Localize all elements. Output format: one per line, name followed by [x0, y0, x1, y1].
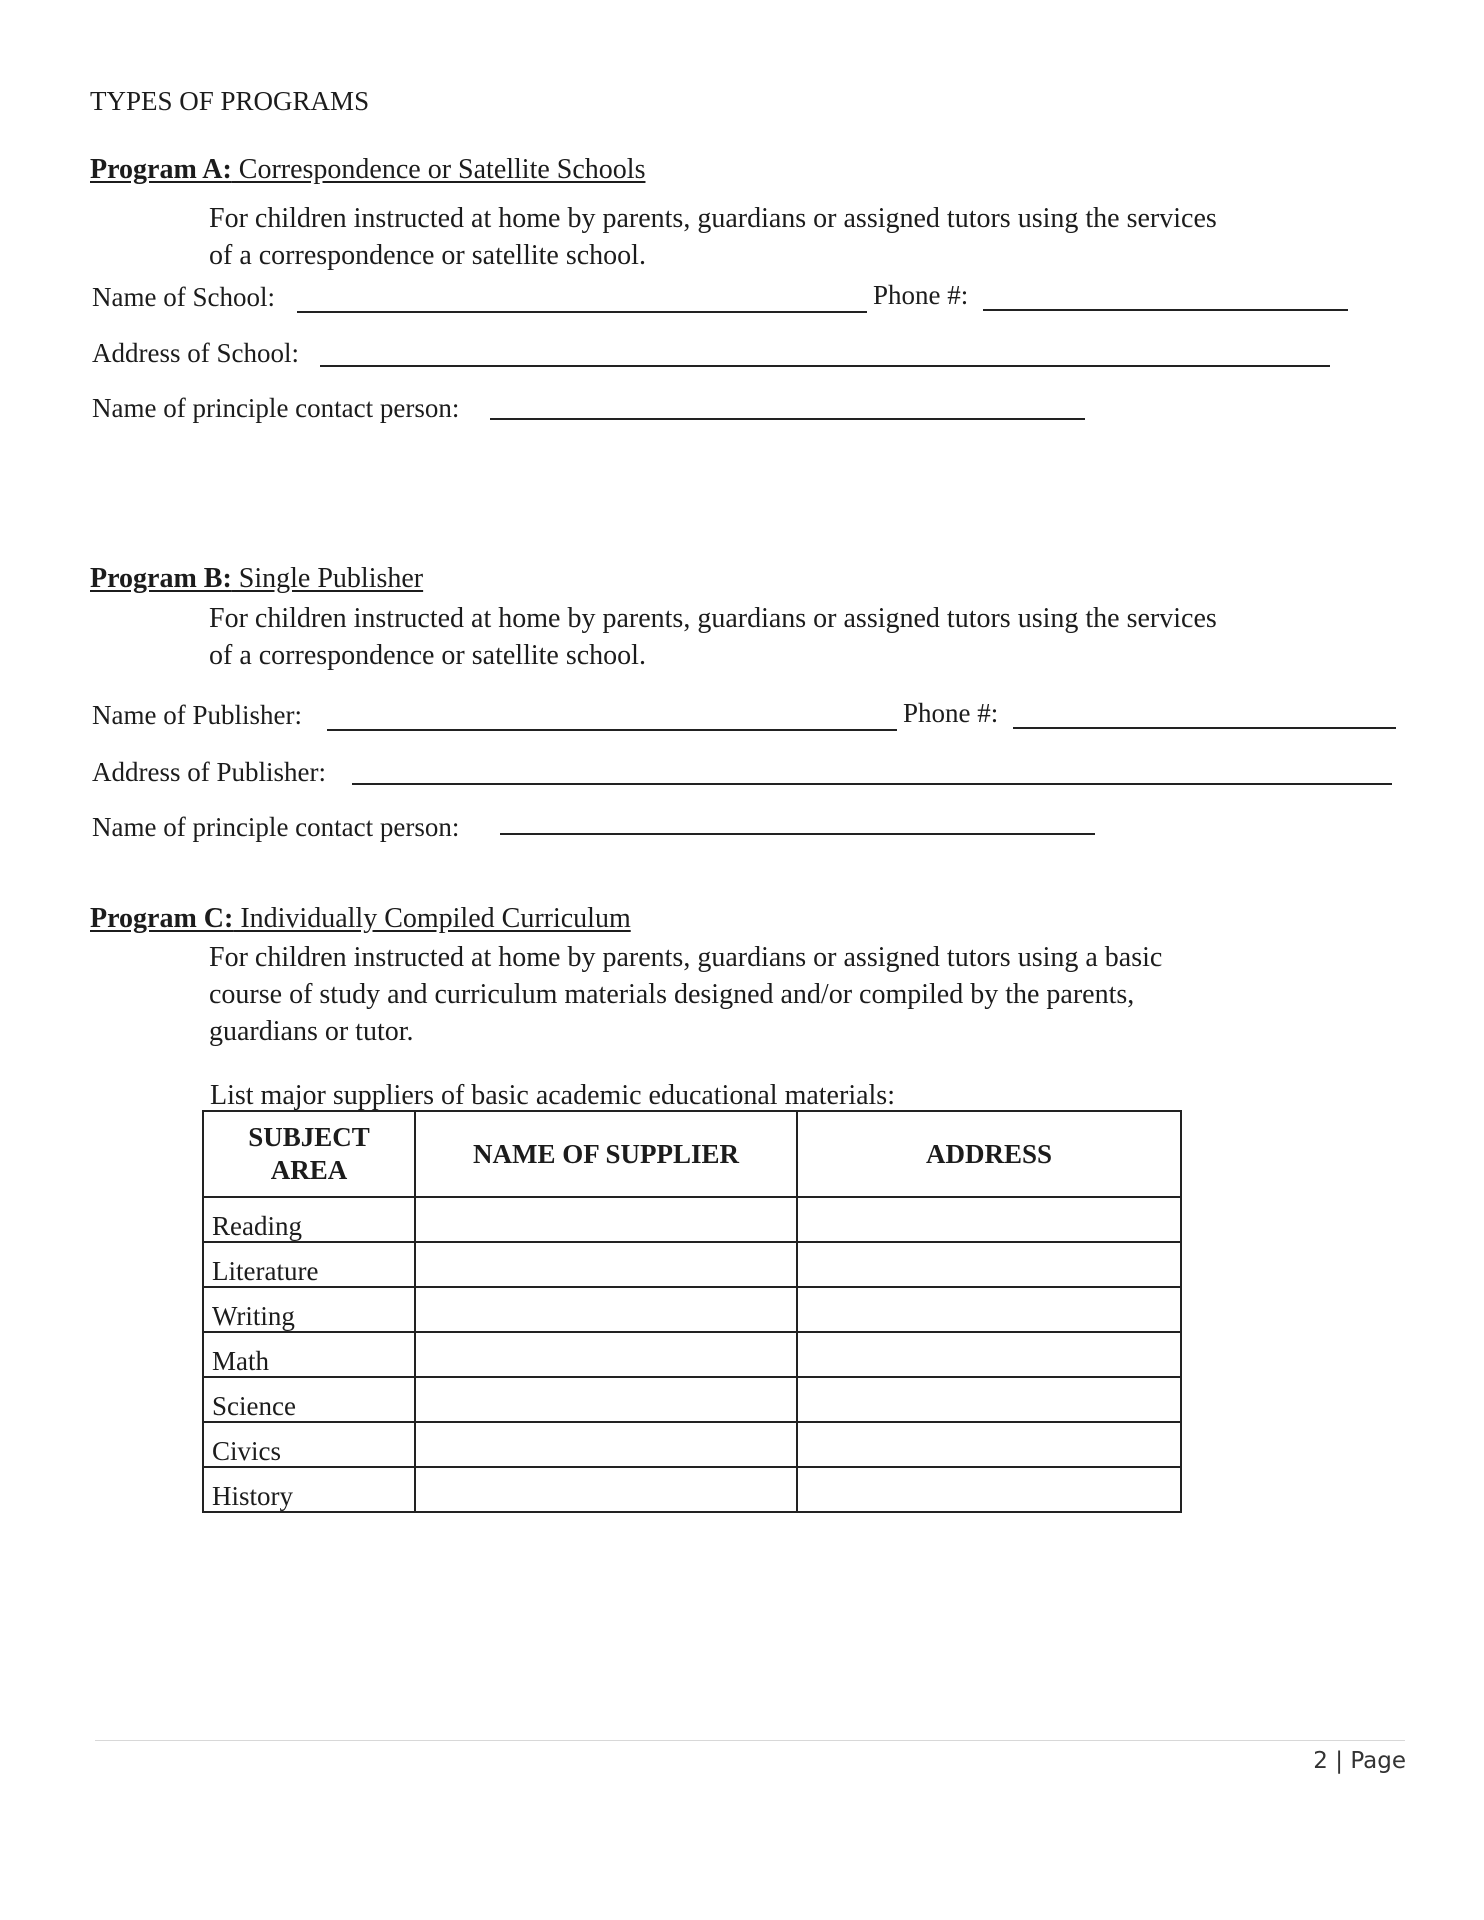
- subject-cell: Writing: [203, 1287, 415, 1332]
- program-c-title-rest: Individually Compiled Curriculum: [233, 903, 631, 934]
- school-phone-field[interactable]: [983, 309, 1348, 311]
- table-row: [203, 1197, 1181, 1242]
- program-a-title-rest: Correspondence or Satellite Schools: [231, 154, 646, 185]
- footer-divider: [95, 1740, 1405, 1741]
- table-row: [203, 1287, 1181, 1332]
- subject-area-header: [203, 1111, 415, 1197]
- school-name-label: Name of School:: [92, 282, 275, 312]
- publisher-contact-label: Name of principle contact person:: [92, 812, 460, 842]
- supplier-address-cell[interactable]: [797, 1287, 1181, 1332]
- program-b-title-bold: Program B:: [90, 563, 232, 594]
- subject-cell: Literature: [203, 1242, 415, 1287]
- supplier-address-cell[interactable]: [797, 1332, 1181, 1377]
- supplier-name-header: NAME OF SUPPLIER: [415, 1111, 797, 1197]
- program-b-title-rest: Single Publisher: [231, 563, 424, 594]
- supplier-address-cell[interactable]: [797, 1377, 1181, 1422]
- publisher-contact-field[interactable]: [500, 833, 1095, 835]
- supplier-name-cell[interactable]: [415, 1467, 797, 1512]
- supplier-name-cell[interactable]: [415, 1422, 797, 1467]
- subject-cell: Civics: [203, 1422, 415, 1467]
- program-a-description: [209, 200, 1217, 274]
- page-footer: [1313, 1748, 1406, 1774]
- page-number: 2: [1313, 1748, 1328, 1774]
- subject-cell: Math: [203, 1332, 415, 1377]
- program-a-title-bold: Program A:: [90, 154, 232, 185]
- program-a-title: [90, 154, 645, 186]
- table-row: [203, 1242, 1181, 1287]
- suppliers-table: [202, 1110, 1182, 1513]
- supplier-address-cell[interactable]: [797, 1197, 1181, 1242]
- program-a-desc-line: of a correspondence or satellite school.: [209, 240, 646, 271]
- subject-area-header-line: AREA: [270, 1155, 348, 1185]
- publisher-address-field[interactable]: [352, 783, 1392, 785]
- program-b-desc-line: of a correspondence or satellite school.: [209, 640, 646, 671]
- program-c-desc-line: guardians or tutor.: [209, 1016, 414, 1047]
- table-row: [203, 1422, 1181, 1467]
- school-address-field[interactable]: [320, 365, 1330, 367]
- publisher-phone-label: Phone #:: [903, 698, 999, 728]
- page-heading: TYPES OF PROGRAMS: [90, 86, 370, 116]
- program-b-desc-line: For children instructed at home by parents, guardians or assigned tutors using the services: [209, 603, 1217, 634]
- publisher-address-label: Address of Publisher:: [92, 757, 326, 787]
- program-c-desc-line: course of study and curriculum materials designed and/or compiled by the parents,: [209, 979, 1135, 1010]
- supplier-address-cell[interactable]: [797, 1467, 1181, 1512]
- publisher-name-label: Name of Publisher:: [92, 700, 302, 730]
- supplier-name-cell[interactable]: [415, 1377, 797, 1422]
- supplier-name-cell[interactable]: [415, 1242, 797, 1287]
- supplier-name-cell[interactable]: [415, 1197, 797, 1242]
- program-c-title-bold: Program C:: [90, 903, 234, 934]
- supplier-address-cell[interactable]: [797, 1422, 1181, 1467]
- program-b-description: [209, 600, 1217, 674]
- table-row: [203, 1332, 1181, 1377]
- school-address-label: Address of School:: [92, 338, 299, 368]
- school-contact-label: Name of principle contact person:: [92, 393, 460, 423]
- subject-cell: History: [203, 1467, 415, 1512]
- program-c-description: [209, 939, 1162, 1050]
- school-phone-label: Phone #:: [873, 280, 969, 310]
- program-c-desc-line: For children instructed at home by parents, guardians or assigned tutors using a basic: [209, 942, 1163, 973]
- suppliers-list-label: List major suppliers of basic academic educational materials:: [210, 1080, 895, 1111]
- subject-area-header-line: SUBJECT: [248, 1122, 370, 1152]
- school-contact-field[interactable]: [490, 418, 1085, 420]
- supplier-name-cell[interactable]: [415, 1332, 797, 1377]
- program-b-title: [90, 563, 423, 595]
- table-row: [203, 1377, 1181, 1422]
- publisher-name-field[interactable]: [327, 729, 897, 731]
- page-separator: |: [1335, 1748, 1343, 1774]
- supplier-name-cell[interactable]: [415, 1287, 797, 1332]
- subject-cell: Reading: [203, 1197, 415, 1242]
- school-name-field[interactable]: [297, 311, 867, 313]
- supplier-address-cell[interactable]: [797, 1242, 1181, 1287]
- program-c-title: [90, 903, 631, 935]
- subject-cell: Science: [203, 1377, 415, 1422]
- page-word: Page: [1350, 1748, 1406, 1774]
- address-header: ADDRESS: [797, 1111, 1181, 1197]
- table-row: [203, 1467, 1181, 1512]
- program-a-desc-line: For children instructed at home by parents, guardians or assigned tutors using the services: [209, 203, 1217, 234]
- publisher-phone-field[interactable]: [1013, 727, 1396, 729]
- table-header-row: [203, 1111, 1181, 1197]
